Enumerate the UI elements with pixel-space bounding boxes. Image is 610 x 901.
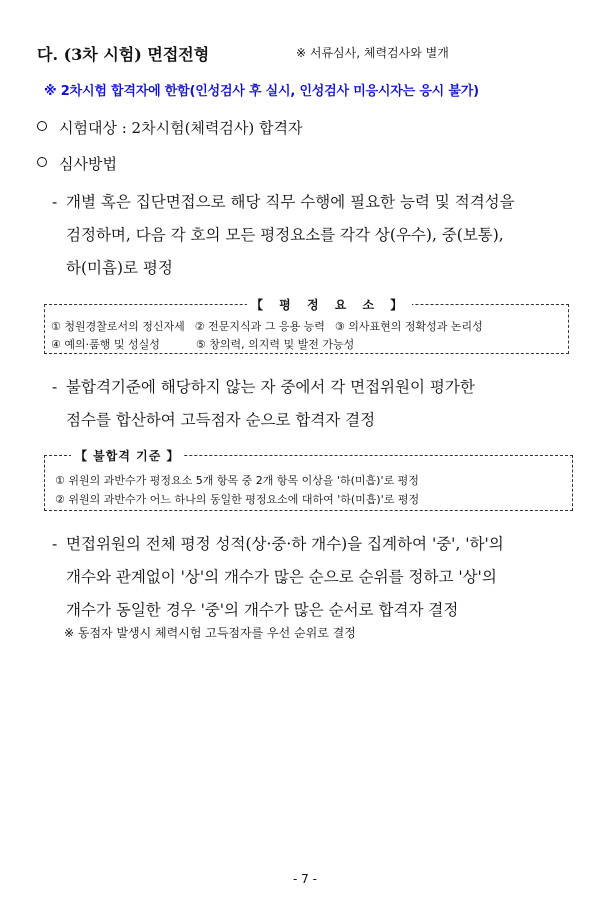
- interview-method-paragraph: [52, 186, 515, 285]
- paragraph-line: 면접위원의 전체 평정 성적(상·중·하 개수)을 집계하여 '중', '하'의: [66, 535, 504, 553]
- selection-paragraph: [52, 371, 475, 437]
- dash-marker: -: [52, 535, 58, 553]
- paragraph-line: 점수를 합산하여 고득점자 순으로 합격자 결정: [66, 411, 376, 429]
- page-number: - 7 -: [293, 872, 317, 886]
- criteria-item: ③ 의사표현의 정확성과 논리성: [334, 320, 483, 333]
- criteria-item: ① 청원경찰로서의 정신자세: [51, 320, 185, 333]
- dash-marker: -: [52, 378, 58, 396]
- circle-bullet-icon: [37, 121, 47, 131]
- paragraph-line: 개별 혹은 집단면접으로 해당 직무 수행에 필요한 능력 및 적격성을: [66, 193, 515, 211]
- criteria-box-title: 【 평 정 요 소 】: [247, 296, 412, 313]
- paragraph-line: 불합격기준에 해당하지 않는 자 중에서 각 면접위원이 평가한: [66, 378, 475, 396]
- bullet-method-text: 심사방법: [59, 155, 117, 173]
- fail-item: ① 위원의 과반수가 평정요소 5개 항목 중 2개 항목 이상을 '하(미흡)'로 평정: [55, 474, 419, 487]
- heading-note: ※ 서류심사, 체력검사와 별개: [296, 46, 449, 60]
- dash-marker: -: [52, 193, 58, 211]
- paragraph-line: 하(미흡)로 평정: [66, 259, 173, 277]
- criteria-row: [51, 318, 483, 334]
- criteria-item: ② 전문지식과 그 응용 능력: [194, 320, 325, 333]
- section-heading: 다. (3차 시험) 면접전형: [37, 45, 210, 64]
- eligibility-notice: ※ 2차시험 합격자에 한함(인성검사 후 실시, 인성검사 미응시자는 응시 불가): [44, 84, 479, 99]
- fail-box-title: 【 불합격 기준 】: [71, 447, 184, 464]
- criteria-item: ④ 예의·품행 및 성실성: [51, 338, 160, 351]
- criteria-box: [44, 298, 569, 354]
- tie-break-note: ※ 동점자 발생시 체력시험 고득점자를 우선 순위로 결정: [64, 626, 356, 640]
- paragraph-line: 검정하며, 다음 각 호의 모든 평정요소를 각각 상(우수), 중(보통),: [66, 226, 504, 244]
- criteria-row: [51, 336, 354, 352]
- ranking-paragraph: [52, 528, 504, 627]
- bullet-target: [37, 117, 302, 138]
- paragraph-line: 개수와 관계없이 '상'의 개수가 많은 순으로 순위를 정하고 '상'의: [66, 568, 497, 586]
- criteria-item: ⑤ 창의력, 의지력 및 발전 가능성: [195, 338, 355, 351]
- bullet-method: [37, 153, 117, 174]
- paragraph-line: 개수가 동일한 경우 '중'의 개수가 많은 순서로 합격자 결정: [66, 601, 459, 619]
- circle-bullet-icon: [37, 157, 47, 167]
- fail-criteria-box: [44, 449, 573, 511]
- fail-item: ② 위원의 과반수가 어느 하나의 동일한 평정요소에 대하여 '하(미흡)'로 평정: [55, 493, 420, 506]
- bullet-target-text: 시험대상 : 2차시험(체력검사) 합격자: [59, 119, 303, 137]
